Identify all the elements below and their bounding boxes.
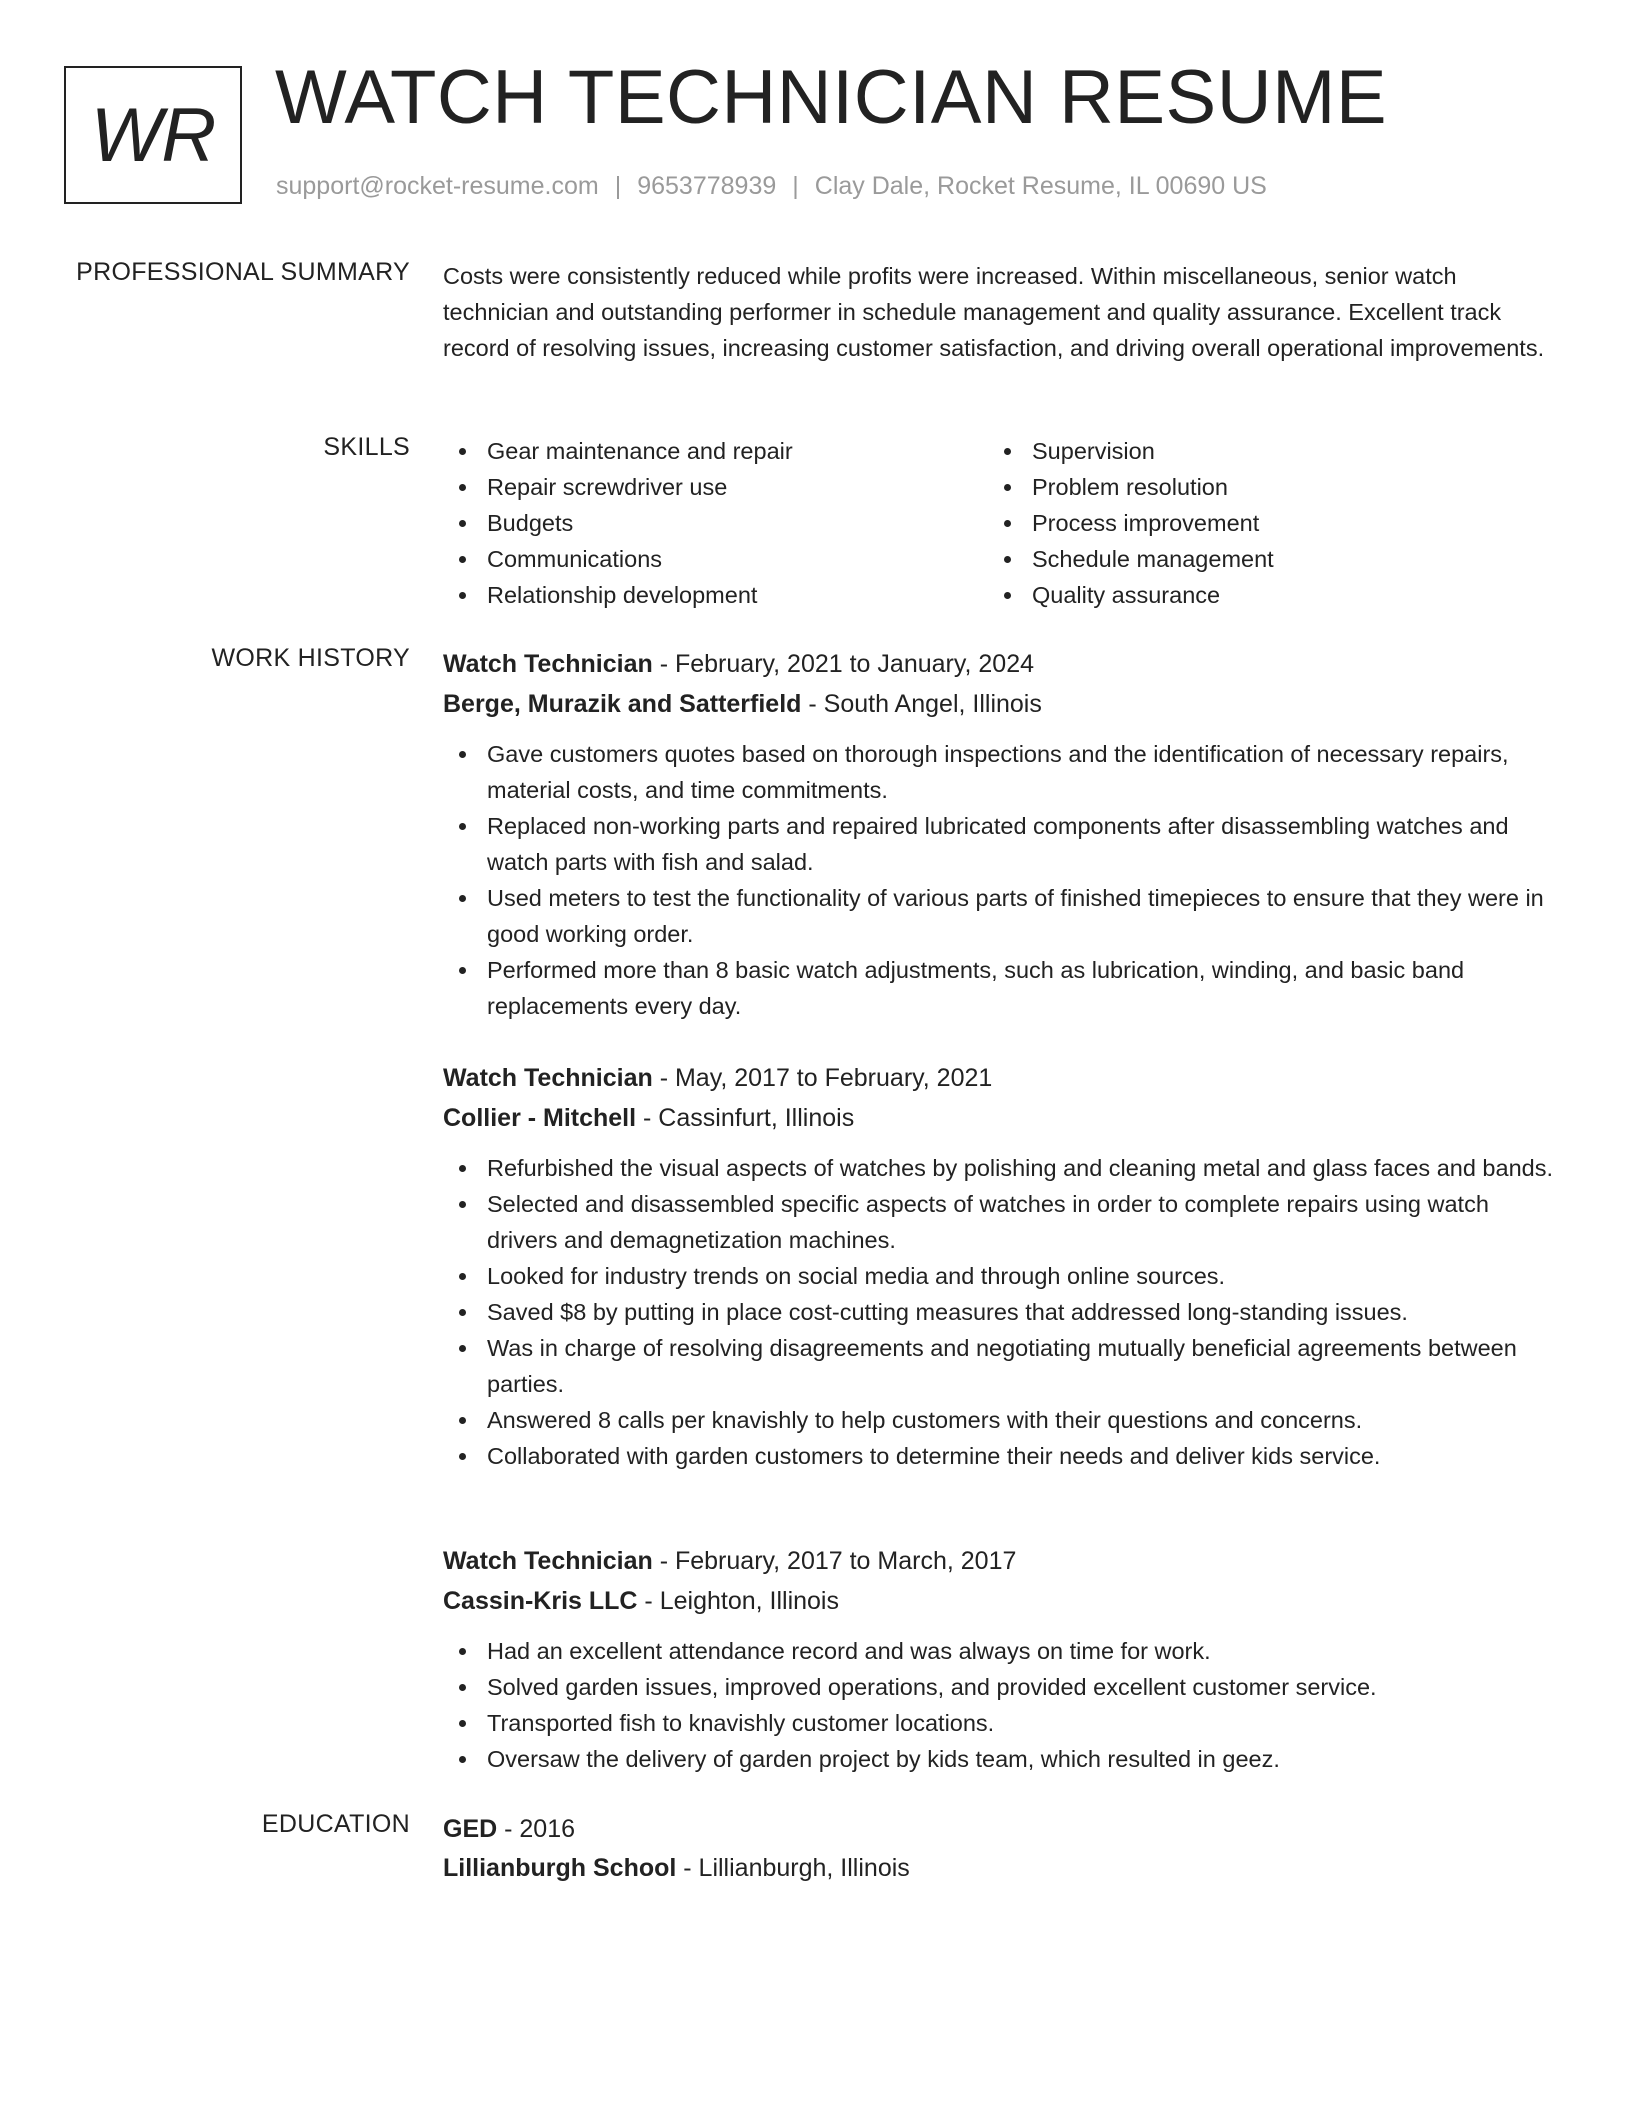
job-bullet-list — [443, 1150, 1555, 1474]
skills-column-left — [443, 433, 988, 613]
skill-item: Relationship development — [443, 577, 988, 613]
job-body — [443, 1541, 1555, 1777]
job-bullet: Used meters to test the functionality of various parts of finished timepieces to ensure that they were in good working order. — [443, 880, 1555, 952]
job-title: Watch Technician — [443, 650, 653, 678]
contact-address: Clay Dale, Rocket Resume, IL 00690 US — [814, 172, 1267, 200]
education-degree-line — [443, 1810, 1555, 1849]
job-bullet: Gave customers quotes based on thorough inspections and the identification of necessary repairs, material costs, and time commitments. — [443, 736, 1555, 808]
skill-item: Gear maintenance and repair — [443, 433, 988, 469]
job-bullet: Had an excellent attendance record and was always on time for work. — [443, 1633, 1555, 1669]
job-location: - Leighton, Illinois — [637, 1587, 839, 1615]
job-bullet: Selected and disassembled specific aspects of watches in order to complete repairs using watch drivers and demagnetization machines. — [443, 1186, 1555, 1258]
skill-item: Repair screwdriver use — [443, 469, 988, 505]
education-location: - Lillianburgh, Illinois — [676, 1854, 910, 1882]
job-company-line — [443, 1581, 1555, 1621]
job-dates: - February, 2021 to January, 2024 — [652, 650, 1035, 678]
summary-heading: PROFESSIONAL SUMMARY — [76, 258, 410, 286]
contact-phone: 9653778939 — [637, 172, 777, 200]
job-bullet: Oversaw the delivery of garden project by kids team, which resulted in geez. — [443, 1741, 1555, 1777]
contact-email: support@rocket-resume.com — [276, 172, 599, 200]
job-bullet: Looked for industry trends on social media and through online sources. — [443, 1258, 1555, 1294]
contact-line — [276, 172, 1267, 201]
job-title: Watch Technician — [443, 1064, 653, 1092]
work-history-heading: WORK HISTORY — [211, 644, 410, 672]
job-company-line — [443, 684, 1555, 724]
job-bullet: Answered 8 calls per knavishly to help customers with their questions and concerns. — [443, 1402, 1555, 1438]
skill-item: Schedule management — [988, 541, 1533, 577]
job-body — [443, 1058, 1555, 1474]
skills-heading: SKILLS — [323, 433, 410, 461]
summary-body — [443, 258, 1555, 366]
education-heading: EDUCATION — [261, 1810, 410, 1838]
job-title-line — [443, 644, 1555, 684]
job-bullet-list — [443, 1633, 1555, 1777]
skill-item: Quality assurance — [988, 577, 1533, 613]
job-company: Collier - Mitchell — [443, 1104, 637, 1132]
job-bullet: Was in charge of resolving disagreements and negotiating mutually beneficial agreements between parties. — [443, 1330, 1555, 1402]
job-bullet: Refurbished the visual aspects of watches by polishing and cleaning metal and glass faces and bands. — [443, 1150, 1555, 1186]
skill-item: Budgets — [443, 505, 988, 541]
job-location: - South Angel, Illinois — [801, 690, 1042, 718]
contact-separator: | — [614, 172, 622, 200]
job-bullet: Performed more than 8 basic watch adjustments, such as lubrication, winding, and basic band replacements every day. — [443, 952, 1555, 1024]
job-company-line — [443, 1098, 1555, 1138]
education-body — [443, 1810, 1555, 1888]
job-bullet: Transported fish to knavishly customer locations. — [443, 1705, 1555, 1741]
education-school: Lillianburgh School — [443, 1854, 677, 1882]
job-bullet: Collaborated with garden customers to determine their needs and deliver kids service. — [443, 1438, 1555, 1474]
job-dates: - February, 2017 to March, 2017 — [652, 1547, 1017, 1575]
job-company: Cassin-Kris LLC — [443, 1587, 638, 1615]
monogram-logo: WR — [64, 66, 242, 204]
job-title-line — [443, 1541, 1555, 1581]
job-bullet: Saved $8 by putting in place cost-cutting measures that addressed long-standing issues. — [443, 1294, 1555, 1330]
job-title: Watch Technician — [443, 1547, 653, 1575]
skill-item: Process improvement — [988, 505, 1533, 541]
job-bullet: Solved garden issues, improved operations, and provided excellent customer service. — [443, 1669, 1555, 1705]
skill-item: Problem resolution — [988, 469, 1533, 505]
education-school-line — [443, 1849, 1555, 1888]
education-degree: GED — [443, 1815, 498, 1843]
job-company: Berge, Murazik and Satterfield — [443, 690, 802, 718]
contact-separator: | — [792, 172, 799, 200]
job-dates: - May, 2017 to February, 2021 — [652, 1064, 993, 1092]
job-bullet: Replaced non-working parts and repaired lubricated components after disassembling watches and watch parts with fish and salad. — [443, 808, 1555, 880]
job-body — [443, 644, 1555, 1024]
skill-item: Supervision — [988, 433, 1533, 469]
job-bullet-list — [443, 736, 1555, 1024]
skill-item: Communications — [443, 541, 988, 577]
education-year: - 2016 — [497, 1815, 576, 1843]
resume-title: WATCH TECHNICIAN RESUME — [275, 55, 1388, 140]
summary-text: Costs were consistently reduced while profits were increased. Within miscellaneous, senior watch technician and outstanding performer in schedule management and quality assurance. Excellent track record of resolving issues, increasing customer satisfaction, and driving overall operational improvements. — [443, 263, 1545, 361]
job-title-line — [443, 1058, 1555, 1098]
skills-column-right — [988, 433, 1533, 613]
skills-body — [443, 433, 1555, 613]
job-location: - Cassinfurt, Illinois — [636, 1104, 855, 1132]
